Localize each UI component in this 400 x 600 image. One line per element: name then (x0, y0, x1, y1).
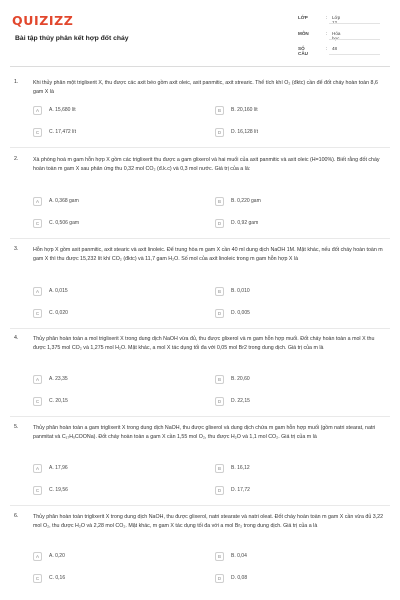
option-text: B. 0,220 gam (231, 198, 261, 204)
option-text: D. 17,72 (231, 487, 250, 493)
option-letter-box: D (215, 486, 224, 495)
option-text: C. 20,15 (49, 398, 68, 404)
question-number: 6. (14, 513, 19, 519)
meta-colon: : (326, 15, 328, 20)
question-text: Thủy phân hoàn toàn a gam triglixerit X trong dung dịch NaOH, thu được glixerol và dung dịch chứa m gam hỗn hợp muối (gồm natri stearat, natri panmitat và C₁₇HₓCOONa). Đốt cháy hoàn toàn a gam X cần 1,55 mol O₂, thu được H₂O và 1,1 mol CO₂. Giá trị của m là (33, 425, 376, 441)
option-c[interactable] (33, 485, 185, 497)
option-text: D. 0,08 (231, 575, 248, 581)
question-number: 5. (14, 424, 19, 430)
option-letter-box: D (215, 574, 224, 583)
option-text: C. 0,506 gam (49, 220, 80, 226)
option-text: B. 0,010 (231, 288, 250, 294)
question-number: 1. (14, 79, 19, 85)
option-a[interactable] (33, 286, 185, 298)
meta-label: SỐ CÂU (298, 46, 308, 56)
option-text: A. 15,680 lít (49, 107, 76, 113)
option-d[interactable] (215, 485, 367, 497)
option-letter-box: A (33, 287, 42, 296)
option-letter-box: A (33, 106, 42, 115)
meta-label: LỚP (298, 15, 308, 20)
meta-colon: : (326, 46, 328, 51)
option-letter-box: B (215, 197, 224, 206)
option-text: D. 0,005 (231, 310, 250, 316)
option-letter-box: C (33, 486, 42, 495)
option-b[interactable] (215, 105, 367, 117)
option-d[interactable] (215, 396, 367, 408)
meta-underline (329, 39, 380, 40)
option-letter-box: A (33, 197, 42, 206)
option-a[interactable] (33, 374, 185, 386)
option-d[interactable] (215, 308, 367, 320)
option-text: B. 0,04 (231, 553, 247, 559)
question-divider (10, 147, 390, 148)
option-letter-box: D (215, 128, 224, 137)
option-letter-box: D (215, 309, 224, 318)
option-a[interactable] (33, 105, 185, 117)
meta-underline (329, 54, 380, 55)
question-number: 2. (14, 156, 19, 162)
option-text: C. 17,472 lít (49, 129, 76, 135)
option-text: C. 19,56 (49, 487, 68, 493)
meta-value: Hóa học (332, 31, 341, 41)
option-text: A. 17,96 (49, 465, 68, 471)
option-letter-box: C (33, 397, 42, 406)
option-text: B. 20,60 (231, 376, 250, 382)
meta-colon: : (326, 31, 328, 36)
option-letter-box: B (215, 375, 224, 384)
option-b[interactable] (215, 286, 367, 298)
option-c[interactable] (33, 218, 185, 230)
header-divider (10, 66, 390, 67)
question-number: 4. (14, 335, 19, 341)
question-divider (10, 238, 390, 239)
option-text: D. 22,15 (231, 398, 250, 404)
option-d[interactable] (215, 573, 367, 585)
option-a[interactable] (33, 463, 185, 475)
option-a[interactable] (33, 196, 185, 208)
question-text: Khi thủy phân một triglixerit X, thu được các axit béo gồm axit oleic, axit panmitic, axit strearic. Thể tích khí O₂ (đktc) cần để đốt cháy hoàn toàn 8,6 gam X là (33, 80, 378, 96)
question-divider (10, 328, 390, 329)
option-text: A. 0,20 (49, 553, 65, 559)
option-b[interactable] (215, 196, 367, 208)
question-divider (10, 416, 390, 417)
option-letter-box: C (33, 309, 42, 318)
option-c[interactable] (33, 308, 185, 320)
meta-underline (329, 23, 380, 24)
option-text: A. 0,015 (49, 288, 68, 294)
question-text: Xà phòng hoá m gam hỗn hợp X gồm các triglixerit thu được a gam glixerol và hai muối của axit panmitic và axit oleic (H=100%). Biết rằng đốt cháy hoàn toàn m gam X sau phản ứng thu 0,32 mol CO₂ (đ.k.c) và 0,3 mol nước. Giá trị của a là: (33, 157, 380, 173)
meta-value: 48 (332, 46, 338, 51)
option-letter-box: B (215, 287, 224, 296)
worksheet-header (0, 0, 400, 66)
question-text: Hỗn hợp X gồm axit panmitic, axit stearic và axit linoleic. Để trung hòa m gam X cần 40 ml dung dịch NaOH 1M. Mặt khác, nếu đốt cháy hoàn toàn m gam X thì thu được 15,232 lít khí CO₂ (đktc) và 11,7 gam H₂O. Số mol của axit linoleic trong m gam hỗn hợp X là (33, 247, 383, 263)
option-letter-box: A (33, 552, 42, 561)
option-letter-box: B (215, 552, 224, 561)
meta-value: Lớp 12 (332, 15, 341, 25)
meta-label: MÔN (298, 31, 309, 36)
option-letter-box: D (215, 397, 224, 406)
option-b[interactable] (215, 551, 367, 563)
option-letter-box: C (33, 574, 42, 583)
question-text: Thủy phân hoàn toàn triglixerit X trong dung dịch NaOH, thu được glixerol, natri stearate và natri oleat. Đốt cháy hoàn toàn m gam X cần vừa đủ 3,22 mol O₂, thu được H₂O và 2,28 mol CO₂. Mặt khác, m gam X tác dụng tối đa với a mol Br₂ trong dung dịch. Giá trị của a là (33, 514, 384, 530)
option-d[interactable] (215, 127, 367, 139)
option-text: C. 0,020 (49, 310, 68, 316)
question-text: Thủy phân hoàn toàn a mol triglixerit X trong dung dịch NaOH vừa đủ, thu được glixerol và m gam hỗn hợp muối. Đốt cháy hoàn toàn a mol X thu được 1,375 mol CO₂ và 1,275 mol H₂O. Mặt khác, a mol X tác dụng tối đa với 0,05 mol Br2 trong dung dịch. Giá trị của m là (33, 336, 375, 352)
worksheet-title: Bài tập thủy phân kết hợp đốt cháy (15, 35, 129, 42)
option-letter-box: C (33, 219, 42, 228)
option-text: D. 16,128 lít (231, 129, 258, 135)
option-b[interactable] (215, 374, 367, 386)
option-b[interactable] (215, 463, 367, 475)
option-c[interactable] (33, 396, 185, 408)
option-text: C. 0,16 (49, 575, 66, 581)
option-text: B. 20,160 lít (231, 107, 258, 113)
option-text: A. 23,35 (49, 376, 68, 382)
question-number: 3. (14, 246, 19, 252)
option-letter-box: B (215, 106, 224, 115)
option-text: B. 16,12 (231, 465, 250, 471)
quizizz-logo: QUIZIZZ (12, 13, 74, 28)
option-letter-box: B (215, 464, 224, 473)
option-letter-box: A (33, 464, 42, 473)
option-text: A. 0,368 gam (49, 198, 79, 204)
question-divider (10, 505, 390, 506)
option-c[interactable] (33, 127, 185, 139)
option-c[interactable] (33, 573, 185, 585)
option-a[interactable] (33, 551, 185, 563)
option-letter-box: D (215, 219, 224, 228)
option-letter-box: C (33, 128, 42, 137)
option-letter-box: A (33, 375, 42, 384)
option-text: D. 0,92 gam (231, 220, 259, 226)
option-d[interactable] (215, 218, 367, 230)
